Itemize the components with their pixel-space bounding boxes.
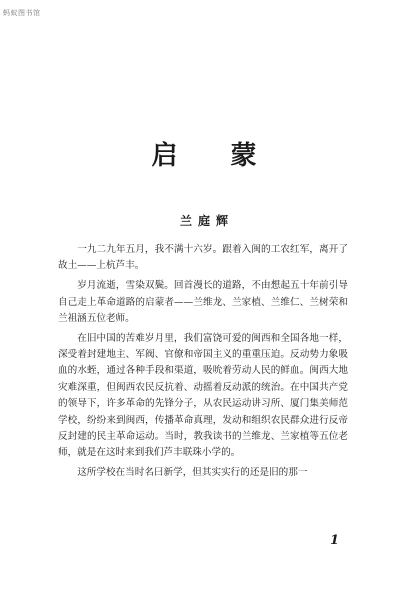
paragraph: 岁月流逝，雪染双鬓。回首漫长的道路，不由想起五十年前引导自己走上革命道路的启蒙者——兰维龙、兰家植、兰维仁、兰树荣和兰祖涵五位老师。	[58, 280, 348, 324]
paragraph: 一九二九年五月，我不满十六岁。跟着入闽的工农红军，离开了故土——上杭芦丰。	[58, 244, 348, 272]
page-number: 1	[330, 533, 340, 548]
author-name: 兰庭辉	[179, 214, 234, 228]
body-text	[58, 242, 348, 485]
watermark-text: 蚂蚁图书馆	[3, 9, 41, 17]
paragraph: 在旧中国的苦难岁月里，我们富饶可爱的闽西和全国各地一样，深受着封建地主、军阀、官僚和帝国主义的重重压迫。反动势力象吸血的水蛭，通过各种手段和渠道，吸吮着劳动人民的鲜血。闽西大地灾难深重，但闽西农民反抗着、动摇着反动派的统治。在中国共产党的领导下，许多革命的先锋分子，从农民运动讲习所、厦门集美师范学校，纷纷来到闽西，传播革命真理，发动和组织农民群众进行反帝反封建的民主革命运动。当时，教我读书的兰维龙、兰家植等五位老师，就是在这时来到我们芦丰联珠小学的。	[58, 332, 348, 459]
chapter-title: 启 蒙	[151, 141, 279, 171]
paragraph: 这所学校在当时名曰新学，但其实实行的还是旧的那一	[77, 467, 308, 479]
